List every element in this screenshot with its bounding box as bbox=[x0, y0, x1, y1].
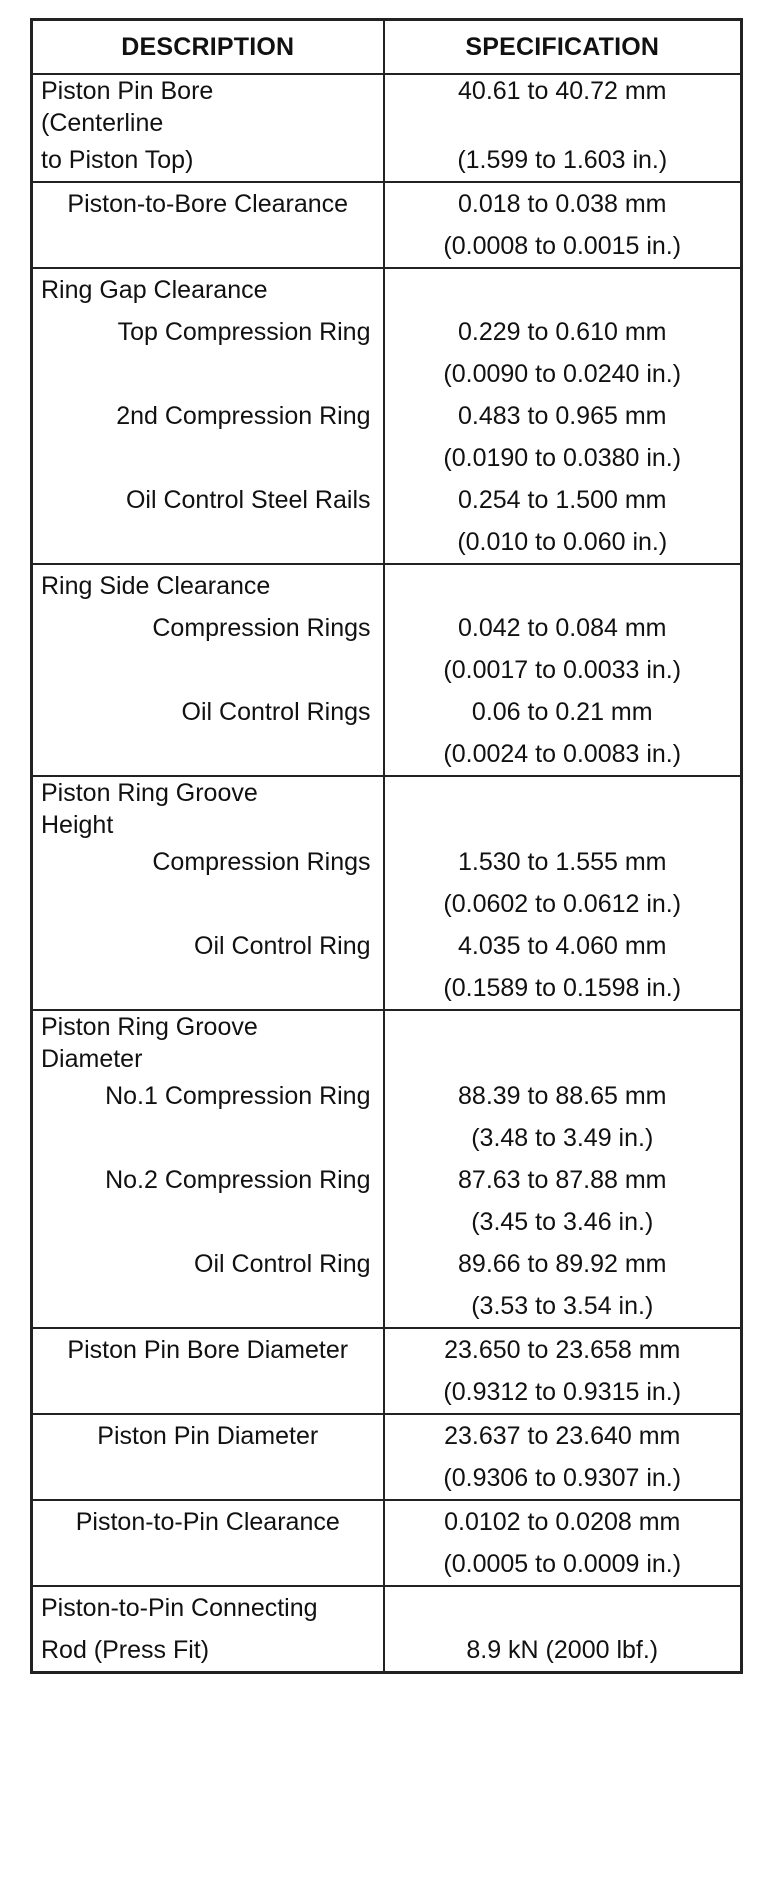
description-cell bbox=[32, 564, 384, 776]
specification-header: SPECIFICATION bbox=[384, 20, 742, 75]
spacer bbox=[33, 521, 383, 563]
item-label: Oil Control Rings bbox=[181, 698, 371, 726]
description-line: Rod (Press Fit) bbox=[41, 1636, 210, 1664]
spec-imperial: (0.9306 to 0.9307 in.) bbox=[443, 1464, 682, 1492]
description-cell bbox=[32, 1010, 384, 1328]
description-cell bbox=[32, 1414, 384, 1500]
spec-sheet bbox=[30, 18, 740, 1674]
item-label: No.1 Compression Ring bbox=[105, 1082, 371, 1110]
spec-metric: 23.637 to 23.640 mm bbox=[444, 1422, 681, 1450]
spacer bbox=[385, 565, 741, 607]
spec-imperial: (0.0024 to 0.0083 in.) bbox=[443, 740, 682, 768]
table-row-piston-to-pin-connecting-rod bbox=[32, 1586, 742, 1673]
section-title: Piston Ring Groove bbox=[41, 1013, 258, 1041]
spec-metric: 87.63 to 87.88 mm bbox=[458, 1166, 667, 1194]
item-label: Top Compression Ring bbox=[117, 318, 371, 346]
table-row-piston-pin-diameter bbox=[32, 1414, 742, 1500]
spec-metric: 0.483 to 0.965 mm bbox=[458, 402, 667, 430]
spec-metric: 40.61 to 40.72 mm bbox=[458, 77, 667, 105]
spacer bbox=[385, 269, 741, 311]
section-title: Diameter bbox=[41, 1045, 143, 1073]
table-row-piston-ring-groove-height bbox=[32, 776, 742, 1010]
specification-cell bbox=[384, 1328, 742, 1414]
spec-metric: 0.254 to 1.500 mm bbox=[458, 486, 667, 514]
description-cell bbox=[32, 1586, 384, 1673]
spec-metric: 0.018 to 0.038 mm bbox=[458, 190, 667, 218]
spec-imperial: (1.599 to 1.603 in.) bbox=[457, 146, 668, 174]
spec-imperial: (3.48 to 3.49 in.) bbox=[471, 1124, 654, 1152]
spec-metric: 88.39 to 88.65 mm bbox=[458, 1082, 667, 1110]
spacer bbox=[385, 1011, 741, 1043]
spacer bbox=[33, 883, 383, 925]
description-line: Piston Pin Bore Diameter bbox=[67, 1336, 349, 1364]
spec-metric: 23.650 to 23.658 mm bbox=[444, 1336, 681, 1364]
spec-imperial: (0.0008 to 0.0015 in.) bbox=[443, 232, 682, 260]
specification-cell bbox=[384, 74, 742, 182]
spec-imperial: (0.0602 to 0.0612 in.) bbox=[443, 890, 682, 918]
spacer bbox=[33, 1201, 383, 1243]
table-row-piston-ring-groove-diameter bbox=[32, 1010, 742, 1328]
description-cell bbox=[32, 1328, 384, 1414]
description-header: DESCRIPTION bbox=[32, 20, 384, 75]
spacer bbox=[385, 777, 741, 809]
specification-cell bbox=[384, 182, 742, 268]
table-row-piston-pin-bore bbox=[32, 74, 742, 182]
spec-imperial: (0.0017 to 0.0033 in.) bbox=[443, 656, 682, 684]
section-title: Ring Gap Clearance bbox=[41, 276, 268, 304]
spec-imperial: (3.53 to 3.54 in.) bbox=[471, 1292, 654, 1320]
description-line: Piston Pin Bore bbox=[41, 77, 214, 105]
description-cell bbox=[32, 1500, 384, 1586]
description-line: Piston-to-Bore Clearance bbox=[67, 190, 349, 218]
specification-cell bbox=[384, 776, 742, 1010]
specification-cell bbox=[384, 1586, 742, 1673]
item-label: Oil Control Ring bbox=[194, 1250, 371, 1278]
description-line: Piston-to-Pin Connecting bbox=[41, 1594, 318, 1622]
spacer bbox=[385, 1043, 741, 1075]
piston-spec-table bbox=[30, 18, 743, 1674]
spec-metric: 0.229 to 0.610 mm bbox=[458, 318, 667, 346]
spec-imperial: (0.9312 to 0.9315 in.) bbox=[443, 1378, 682, 1406]
spec-blank bbox=[385, 107, 741, 139]
spacer bbox=[33, 437, 383, 479]
table-row-ring-gap-clearance bbox=[32, 268, 742, 564]
spacer bbox=[33, 1117, 383, 1159]
table-header-row bbox=[32, 20, 742, 75]
specification-cell bbox=[384, 1010, 742, 1328]
item-label: Oil Control Ring bbox=[194, 932, 371, 960]
specification-cell bbox=[384, 564, 742, 776]
spacer bbox=[33, 353, 383, 395]
specification-cell bbox=[384, 1500, 742, 1586]
spacer bbox=[33, 733, 383, 775]
table-row-ring-side-clearance bbox=[32, 564, 742, 776]
spec-imperial: (0.1589 to 0.1598 in.) bbox=[443, 974, 682, 1002]
spec-imperial: (0.0005 to 0.0009 in.) bbox=[443, 1550, 682, 1578]
specification-cell bbox=[384, 268, 742, 564]
specification-cell bbox=[384, 1414, 742, 1500]
table-row-piston-to-pin-clearance bbox=[32, 1500, 742, 1586]
spec-metric: 89.66 to 89.92 mm bbox=[458, 1250, 667, 1278]
spacer bbox=[33, 1285, 383, 1327]
description-cell bbox=[32, 74, 384, 182]
spec-imperial: (3.45 to 3.46 in.) bbox=[471, 1208, 654, 1236]
spacer bbox=[385, 1587, 741, 1629]
item-label: 2nd Compression Ring bbox=[116, 402, 371, 430]
description-cell bbox=[32, 182, 384, 268]
spec-imperial: (0.0190 to 0.0380 in.) bbox=[443, 444, 682, 472]
section-title: Ring Side Clearance bbox=[41, 572, 271, 600]
section-title: Height bbox=[41, 811, 114, 839]
description-cell bbox=[32, 776, 384, 1010]
spec-imperial: (0.010 to 0.060 in.) bbox=[457, 528, 668, 556]
item-label: Oil Control Steel Rails bbox=[125, 486, 371, 514]
spec-imperial: (0.0090 to 0.0240 in.) bbox=[443, 360, 682, 388]
item-label: Compression Rings bbox=[152, 614, 371, 642]
table-row-piston-pin-bore-diameter bbox=[32, 1328, 742, 1414]
description-line: (Centerline bbox=[41, 109, 164, 137]
spacer bbox=[33, 649, 383, 691]
table-row-piston-to-bore-clearance bbox=[32, 182, 742, 268]
spec-metric: 1.530 to 1.555 mm bbox=[458, 848, 667, 876]
description-cell bbox=[32, 268, 384, 564]
description-line: Piston-to-Pin Clearance bbox=[75, 1508, 340, 1536]
item-label: No.2 Compression Ring bbox=[105, 1166, 371, 1194]
item-label: Compression Rings bbox=[152, 848, 371, 876]
spec-value: 8.9 kN (2000 lbf.) bbox=[466, 1636, 659, 1664]
description-line: Piston Pin Diameter bbox=[97, 1422, 319, 1450]
spacer bbox=[33, 967, 383, 1009]
spacer bbox=[385, 809, 741, 841]
spec-metric: 0.0102 to 0.0208 mm bbox=[444, 1508, 681, 1536]
section-title: Piston Ring Groove bbox=[41, 779, 258, 807]
spec-metric: 4.035 to 4.060 mm bbox=[458, 932, 667, 960]
spec-metric: 0.042 to 0.084 mm bbox=[458, 614, 667, 642]
spec-metric: 0.06 to 0.21 mm bbox=[471, 698, 653, 726]
description-line: to Piston Top) bbox=[41, 146, 194, 174]
